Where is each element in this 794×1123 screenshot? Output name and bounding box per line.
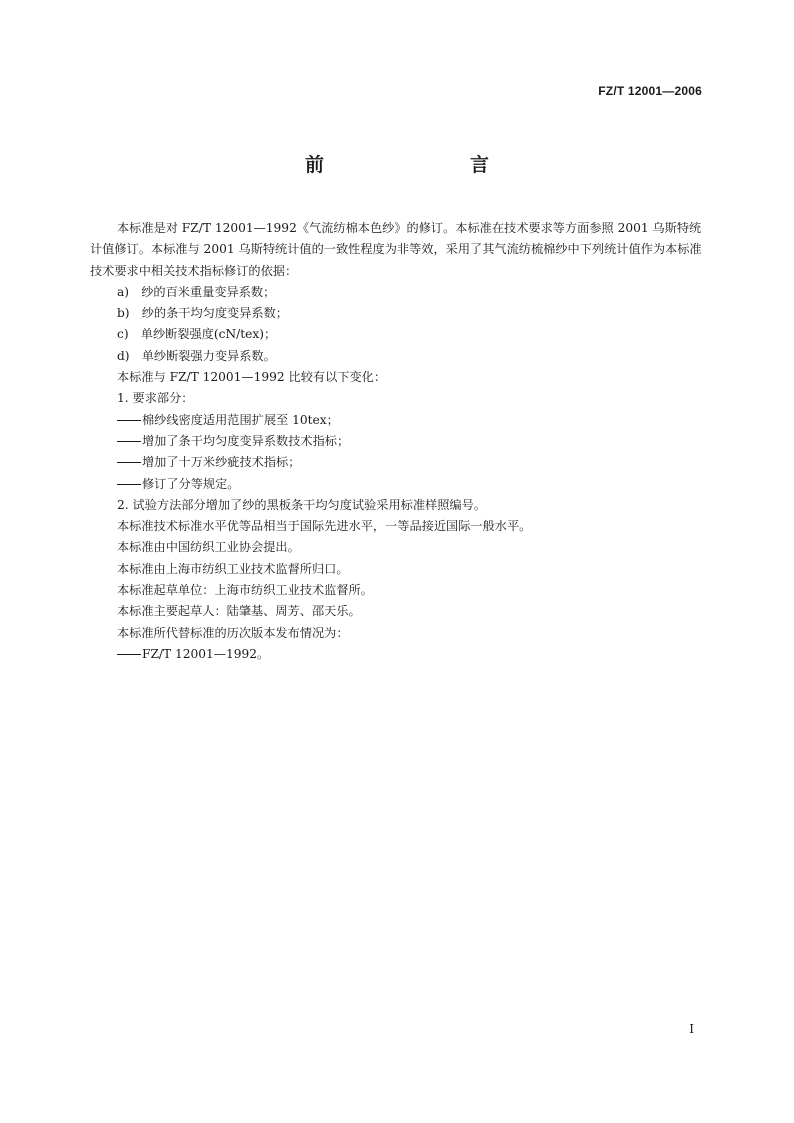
- dash-item: [90, 410, 704, 431]
- requirements-heading: 1. 要求部分：: [117, 391, 194, 406]
- dash-item-text: 棉纱线密度适用范围扩展至 10tex；: [142, 412, 339, 427]
- drafters-statement: 本标准主要起草人：陆肇基、周芳、邵天乐。: [117, 604, 361, 619]
- centralized-unit-statement: 本标准由上海市纺织工业技术监督所归口。: [117, 561, 349, 576]
- dash-item: [90, 644, 704, 665]
- proposer-statement: 本标准由中国纺织工业协会提出。: [117, 540, 300, 555]
- changes-intro: 本标准与 FZ/T 12001—1992 比较有以下变化：: [117, 370, 387, 385]
- dash-mark: [117, 441, 141, 442]
- test-methods-item: 2. 试验方法部分增加了纱的黑板条干均匀度试验采用标准样照编号。: [117, 497, 486, 512]
- history-intro: 本标准所代替标准的历次版本发布情况为：: [117, 625, 349, 640]
- dash-item-text: FZ/T 12001—1992。: [142, 646, 270, 661]
- drafting-unit-statement: 本标准起草单位：上海市纺织工业技术监督所。: [117, 583, 373, 598]
- dash-mark: [117, 484, 141, 485]
- list-item-a: a) 纱的百米重量变异系数；: [117, 284, 276, 299]
- dash-item-text: 增加了条干均匀度变异系数技术指标；: [142, 433, 350, 448]
- page-title: 前 言: [304, 154, 525, 176]
- standard-number: FZ/T 12001—2006: [598, 84, 702, 98]
- list-item-c: c) 单纱断裂强度(cN/tex)；: [117, 327, 277, 342]
- dash-item: [90, 431, 704, 452]
- dash-item-text: 修订了分等规定。: [142, 476, 240, 491]
- dash-item: [90, 452, 704, 473]
- dash-item: [90, 474, 704, 495]
- dash-item-text: 增加了十万米纱疵技术指标；: [142, 455, 301, 470]
- dash-mark: [117, 654, 141, 655]
- intro-paragraph: 本标准是对 FZ/T 12001—1992《气流纺棉本色纱》的修订。本标准在技术要求等方面参照 2001 乌斯特统计值修订。本标准与 2001 乌斯特统计值的一致性程度为非等效，采用了其气流纺梳棉纱中下列统计值作为本标准技术要求中相关技术指标修订的依据：: [90, 221, 702, 278]
- list-item-d: d) 单纱断裂强力变异系数。: [117, 348, 276, 363]
- list-item-b: b) 纱的条干均匀度变异系数；: [117, 306, 288, 321]
- foreword-body: [90, 218, 704, 665]
- dash-mark: [117, 462, 141, 463]
- page-number: I: [689, 1022, 694, 1036]
- level-statement: 本标准技术标准水平优等品相当于国际先进水平，一等品接近国际一般水平。: [117, 519, 532, 534]
- dash-mark: [117, 420, 141, 421]
